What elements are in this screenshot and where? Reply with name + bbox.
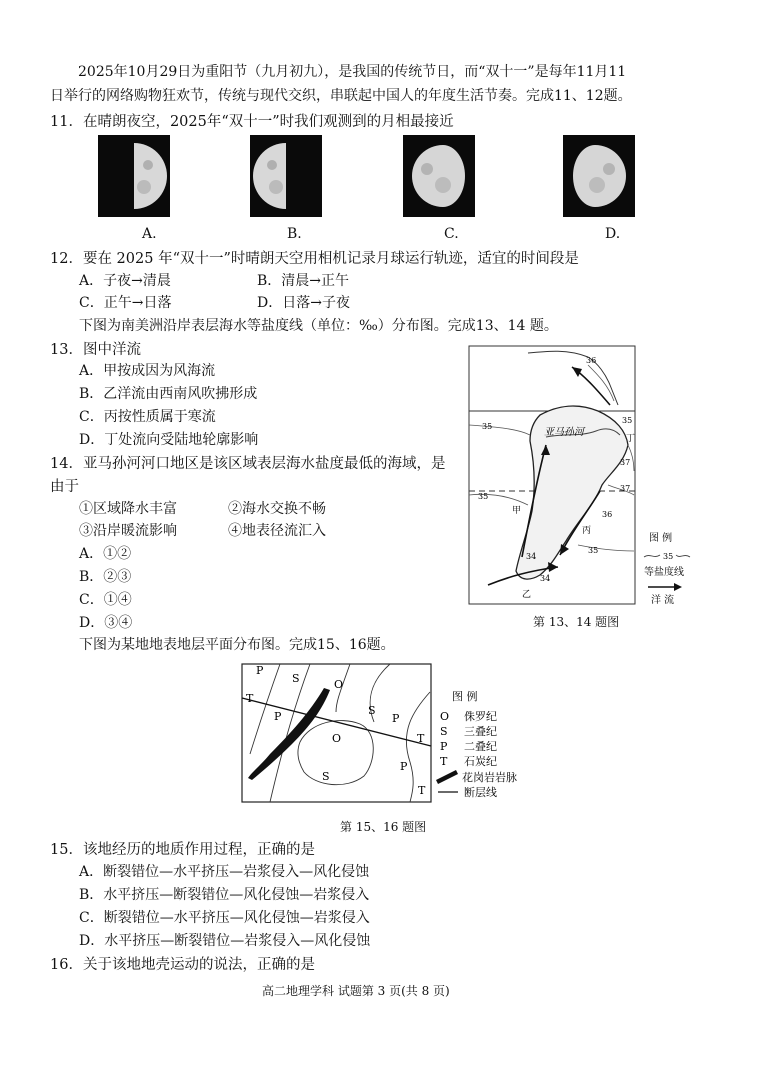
moon-label-a: A. xyxy=(142,226,157,242)
isoline-label: 37 xyxy=(620,458,631,467)
stratum-label: O xyxy=(334,678,344,691)
question-16-stem: 16．关于该地地壳运动的说法，正确的是 xyxy=(50,957,315,973)
q14-statement-3: ③沿岸暖流影响 xyxy=(79,523,177,539)
legend-granite-label: 花岗岩岩脉 xyxy=(462,771,517,784)
stratum-label: P xyxy=(274,710,282,723)
legend-name: 侏罗纪 xyxy=(464,710,497,723)
moon-label-d: D. xyxy=(605,226,621,242)
moon-label-b: B. xyxy=(287,226,302,242)
page-footer: 高二地理学科 试题第 3 页(共 8 页) xyxy=(262,984,450,998)
geology-strata-map xyxy=(240,662,520,804)
isoline-label: 37 xyxy=(620,484,631,493)
legend-name: 二叠纪 xyxy=(464,740,497,753)
q13-option-c: C．丙按性质属于寒流 xyxy=(79,409,216,425)
q14-statement-1: ①区域降水丰富 xyxy=(79,501,177,517)
q15-option-c: C．断裂错位—水平挤压—风化侵蚀—岩浆侵入 xyxy=(79,910,370,926)
south-america-salinity-map xyxy=(468,345,708,607)
q15-option-d: D．水平挤压—断裂错位—岩浆侵入—风化侵蚀 xyxy=(79,933,371,949)
question-13-stem: 13．图中洋流 xyxy=(50,342,141,358)
question-14-stem-cont: 由于 xyxy=(50,479,79,495)
isoline-label: 35 xyxy=(478,492,489,501)
intro-13-14: 下图为南美洲沿岸表层海水等盐度线（单位：‰）分布图。完成13、14 题。 xyxy=(79,318,558,334)
stratum-label: P xyxy=(400,760,408,773)
legend-code: T xyxy=(440,755,448,768)
legend-name: 石炭纪 xyxy=(464,755,497,768)
intro-line-2: 日举行的网络购物狂欢节，传统与现代交织，串联起中国人的年度生活节奏。完成11、12题。 xyxy=(50,88,632,104)
question-11-stem: 11．在晴朗夜空，2025年“双十一”时我们观测到的月相最接近 xyxy=(50,114,454,130)
amazon-river-label: 亚马孙河 xyxy=(544,427,584,438)
q15-option-b: B．水平挤压—断裂错位—风化侵蚀—岩浆侵入 xyxy=(79,887,370,903)
q14-option-d: D．③④ xyxy=(79,615,133,631)
current-label-ding: 丁 xyxy=(626,434,636,444)
moon-phase-d-image xyxy=(563,135,635,217)
q13-option-a: A．甲按成因为风海流 xyxy=(79,363,216,379)
isoline-label: 35 xyxy=(482,422,493,431)
legend-code: S xyxy=(440,725,448,738)
current-label-yi: 乙 xyxy=(522,590,532,600)
intro-15-16: 下图为某地地表地层平面分布图。完成15、16题。 xyxy=(79,637,395,653)
stratum-label: S xyxy=(368,704,376,717)
intro-line-1: 2025年10月29日为重阳节（九月初九），是我国的传统节日，而“双十一”是每年11月11 xyxy=(78,64,627,80)
stratum-label: T xyxy=(418,784,426,797)
q14-statement-2: ②海水交换不畅 xyxy=(228,501,326,517)
legend-fault-label: 断层线 xyxy=(464,786,497,799)
question-14-stem: 14．亚马孙河河口地区是该区域表层海水盐度最低的海域，是 xyxy=(50,456,446,472)
legend-code: O xyxy=(440,710,450,723)
q14-option-b: B．②③ xyxy=(79,569,132,585)
moon-phase-a-image xyxy=(98,135,170,217)
isoline-label: 35 xyxy=(588,546,599,555)
map1-caption: 第 13、14 题图 xyxy=(533,615,620,629)
legend-current-label: 洋 流 xyxy=(651,595,675,606)
map2-caption: 第 15、16 题图 xyxy=(340,820,427,834)
stratum-label: S xyxy=(292,672,300,685)
q14-statement-4: ④地表径流汇入 xyxy=(228,523,326,539)
moon-phase-c-image xyxy=(403,135,475,217)
q12-option-c: C．正午→日落 xyxy=(79,295,172,311)
question-12-stem: 12．要在 2025 年“双十一”时晴朗天空用相机记录月球运行轨迹，适宜的时间段是 xyxy=(50,251,579,267)
current-label-bing: 丙 xyxy=(582,526,592,536)
q14-option-a: A．①② xyxy=(79,546,132,562)
isoline-label: 36 xyxy=(602,510,613,519)
q15-option-a: A．断裂错位—水平挤压—岩浆侵入—风化侵蚀 xyxy=(79,864,370,880)
stratum-label: P xyxy=(256,664,264,677)
isoline-label: 34 xyxy=(526,552,537,561)
isoline-label: 34 xyxy=(540,574,551,583)
map2-legend-title: 图 例 xyxy=(452,690,478,703)
q12-option-b: B．清晨→正午 xyxy=(257,273,350,289)
isoline-label: 35 xyxy=(622,416,633,425)
legend-name: 三叠纪 xyxy=(464,725,497,738)
map1-legend-title: 图 例 xyxy=(649,533,673,544)
moon-label-c: C. xyxy=(444,226,459,242)
legend-isoline-value: 35 xyxy=(663,552,674,561)
isoline-label: 36 xyxy=(586,356,597,365)
q13-option-d: D．丁处流向受陆地轮廓影响 xyxy=(79,432,259,448)
q13-option-b: B．乙洋流由西南风吹拂形成 xyxy=(79,386,258,402)
q12-option-a: A．子夜→清晨 xyxy=(79,273,171,289)
stratum-label: T xyxy=(417,732,425,745)
q14-option-c: C．①④ xyxy=(79,592,132,608)
stratum-label: T xyxy=(246,692,254,705)
legend-code: P xyxy=(440,740,448,753)
question-15-stem: 15．该地经历的地质作用过程，正确的是 xyxy=(50,842,315,858)
legend-isoline-label: 等盐度线 xyxy=(644,567,684,578)
q12-option-d: D．日落→子夜 xyxy=(257,295,350,311)
stratum-label: O xyxy=(332,732,342,745)
stratum-label: P xyxy=(392,712,400,725)
stratum-label: S xyxy=(322,770,330,783)
current-label-jia: 甲 xyxy=(512,506,522,516)
moon-phase-b-image xyxy=(250,135,322,217)
